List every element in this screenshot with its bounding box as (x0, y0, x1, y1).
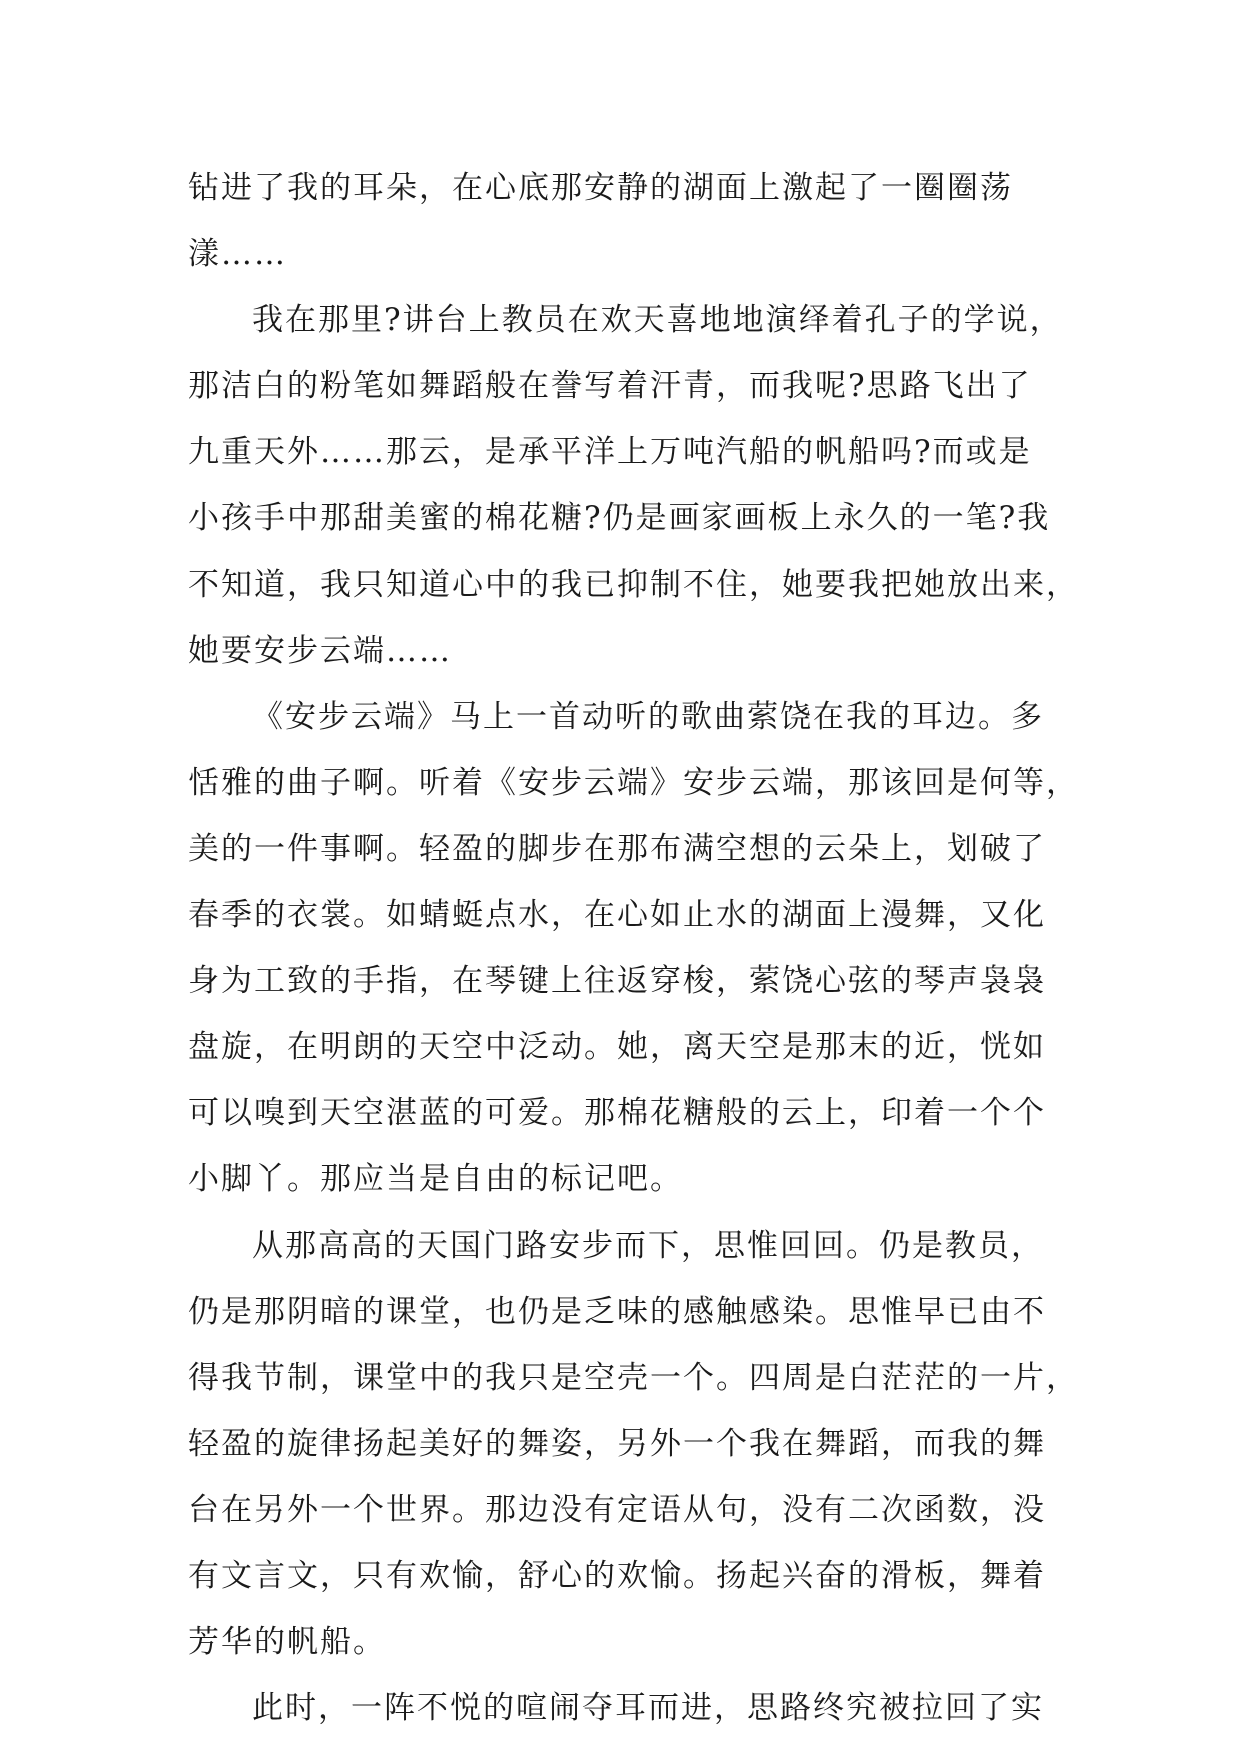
text-line: 盘旋，在明朗的天空中泛动。她，离天空是那末的近，恍如 (188, 1029, 1046, 1066)
text-line: 那洁白的粉笔如舞蹈般在誊写着汗青，而我呢?思路飞出了 (188, 368, 1032, 405)
text-line: 《安步云端》马上一首动听的歌曲萦饶在我的耳边。多 (252, 698, 1044, 735)
text-line: 芳华的帆船。 (188, 1624, 386, 1661)
text-line: 此时，一阵不悦的喧闹夺耳而进，思路终究被拉回了实 (252, 1690, 1044, 1727)
text-line: 九重天外……那云，是承平洋上万吨汽船的帆船吗?而或是 (188, 434, 1032, 471)
text-line: 钻进了我的耳朵，在心底那安静的湖面上激起了一圈圈荡 (188, 170, 1013, 206)
text-line: 从那高高的天国门路安步而下，思惟回回。仍是教员， (252, 1227, 1044, 1264)
text-line: 有文言文，只有欢愉，舒心的欢愉。扬起兴奋的滑板，舞着 (188, 1557, 1046, 1594)
text-line: 台在另外一个世界。那边没有定语从句，没有二次函数，没 (188, 1491, 1046, 1528)
text-line: 轻盈的旋律扬起美好的舞姿，另外一个我在舞蹈，而我的舞 (188, 1425, 1046, 1462)
text-line: 漾…… (188, 236, 287, 273)
text-line: 得我节制，课堂中的我只是空壳一个。四周是白茫茫的一片， (188, 1359, 1079, 1396)
text-line: 小脚丫。那应当是自由的标记吧。 (188, 1161, 683, 1198)
text-line: 我在那里?讲台上教员在欢天喜地地演绎着孔子的学说， (252, 302, 1063, 339)
text-line: 不知道，我只知道心中的我已抑制不住，她要我把她放出来， (188, 566, 1079, 603)
text-line: 恬雅的曲子啊。听着《安步云端》安步云端，那该回是何等， (188, 764, 1079, 801)
text-line: 可以嗅到天空湛蓝的可爱。那棉花糖般的云上，印着一个个 (188, 1095, 1046, 1132)
text-line: 身为工致的手指，在琴键上往返穿梭，萦饶心弦的琴声袅袅 (188, 963, 1046, 1000)
text-line: 她要安步云端…… (188, 632, 452, 669)
text-line: 仍是那阴暗的课堂，也仍是乏味的感触感染。思惟早已由不 (188, 1293, 1046, 1330)
text-line: 春季的衣裳。如蜻蜓点水，在心如止水的湖面上漫舞，又化 (188, 897, 1046, 934)
text-line: 小孩手中那甜美蜜的棉花糖?仍是画家画板上永久的一笔?我 (188, 500, 1051, 537)
body-text (188, 155, 1079, 1741)
text-line: 美的一件事啊。轻盈的脚步在那布满空想的云朵上，划破了 (188, 830, 1046, 867)
